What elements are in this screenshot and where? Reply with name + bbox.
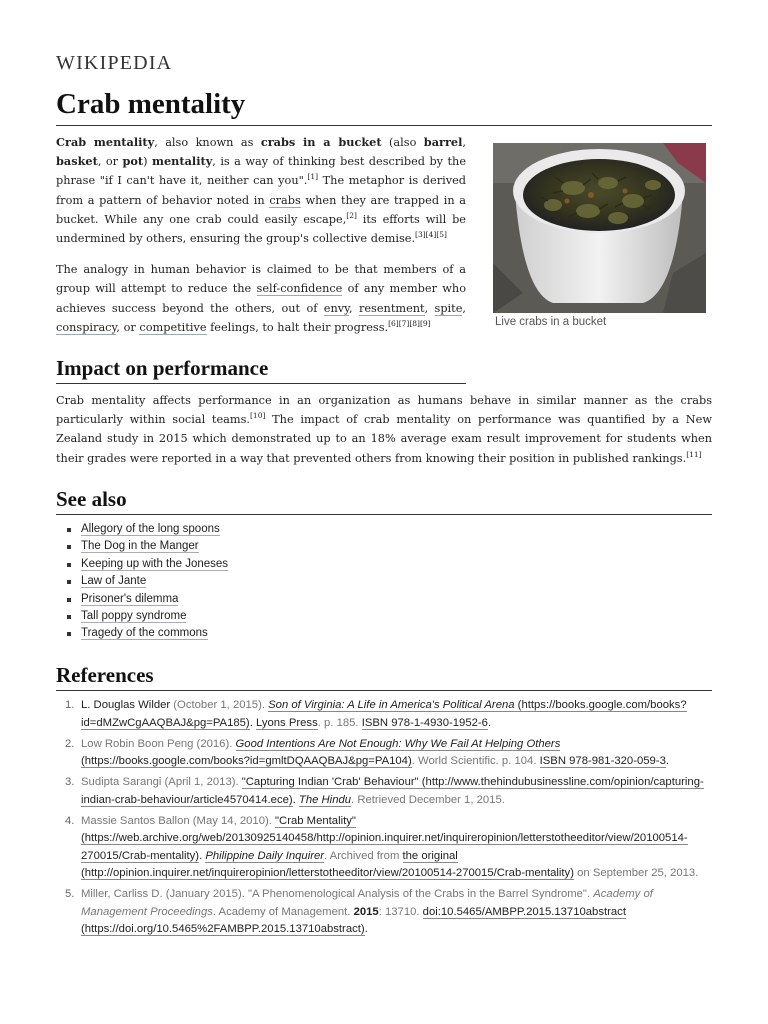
see-also-link[interactable]: Tragedy of the commons bbox=[81, 627, 208, 640]
see-also-link[interactable]: Keeping up with the Joneses bbox=[81, 557, 229, 570]
link-resentment[interactable]: resentment bbox=[358, 301, 425, 315]
ref-original-link[interactable]: the original (http://opinion.inquirer.net/inquireropinion/letterstotheeditor/view/20100514-270015/Crab-mentality) bbox=[81, 849, 574, 879]
ref-title-link[interactable]: "Crab Mentality" (https://web.archive.org/web/20130925140458/http://opinion.inquirer.net/inquireropinion/letterstotheeditor/view/20100514-270015/Crab-mentality) bbox=[81, 814, 688, 862]
list-item bbox=[56, 608, 228, 625]
section-heading-see-also: See also bbox=[56, 487, 127, 511]
isbn-link[interactable]: ISBN bbox=[539, 755, 566, 767]
ref-author: L. Douglas Wilder bbox=[81, 699, 171, 711]
wikipedia-logo[interactable]: WIKIPEDIA bbox=[56, 52, 173, 74]
list-item bbox=[56, 573, 228, 590]
text: ) bbox=[143, 155, 153, 169]
see-also-list bbox=[56, 521, 228, 643]
ref-title-link[interactable]: Good Intentions Are Not Enough: Why We Fail At Helping Others (https://books.google.com/books?id=gmltDQAAQBAJ&pg=PA104) bbox=[81, 737, 561, 767]
link-competitive[interactable]: competitive bbox=[139, 320, 207, 334]
intro-paragraph-1 bbox=[56, 133, 466, 248]
reference-number: 2. bbox=[65, 737, 75, 750]
link-conspiracy[interactable]: conspiracy bbox=[56, 320, 117, 334]
citation-link[interactable]: [6][7][8][9] bbox=[388, 319, 431, 329]
ref-work-link[interactable]: Philippine Daily Inquirer bbox=[205, 849, 325, 862]
infobox-figure bbox=[493, 143, 706, 328]
reference-number: 4. bbox=[65, 814, 75, 827]
text: when they are trapped in a bucket. While any one crab could easily escape, bbox=[56, 193, 466, 226]
text: feelings, to halt their progress. bbox=[206, 320, 389, 334]
bold-term: pot bbox=[122, 154, 144, 169]
ref-archived: . Archived from bbox=[324, 849, 403, 862]
text: , bbox=[349, 301, 359, 315]
list-item bbox=[56, 625, 228, 642]
reference-item bbox=[56, 736, 712, 771]
text: The analogy in human behavior is claimed to be that members of a group will attempt to reduce the bbox=[56, 263, 466, 296]
see-also-link[interactable]: Law of Jante bbox=[81, 575, 147, 588]
heading-divider bbox=[56, 383, 466, 384]
link-crabs[interactable]: crabs bbox=[269, 193, 301, 207]
text: . bbox=[249, 716, 256, 729]
ref-rest: on September 25, 2013. bbox=[573, 867, 699, 879]
list-item bbox=[56, 556, 228, 573]
ref-author: Miller, Carliss D. (January 2015). "A Phenomenological Analysis of the Crabs in the Barrel Syndrome". bbox=[81, 888, 594, 900]
bold-term: basket bbox=[56, 154, 98, 169]
ref-date: (October 1, 2015). bbox=[170, 699, 269, 711]
references-list bbox=[56, 697, 712, 942]
ref-work: Academy of Management Proceedings bbox=[81, 888, 653, 918]
reference-number: 3. bbox=[65, 776, 75, 788]
text: its efforts will be undermined by others, ensuring the group's collective demise. bbox=[56, 212, 466, 246]
text: (also bbox=[381, 136, 424, 149]
figure-caption: Live crabs in a bucket bbox=[495, 316, 607, 328]
intro-paragraph-2 bbox=[56, 260, 466, 337]
reference-item bbox=[56, 813, 712, 883]
ref-work-link[interactable]: The Hindu bbox=[298, 793, 352, 806]
text: , bbox=[462, 301, 466, 315]
ref-volume: 2015 bbox=[353, 905, 379, 918]
ref-title-link[interactable]: Son of Virginia: A Life in America's Political Arena (https://books.google.com/books?id=dMZwCgAAQBAJ&pg=PA185) bbox=[81, 699, 687, 729]
section-heading-references: References bbox=[56, 663, 154, 687]
ref-author: Massie Santos Ballon (May 14, 2010). bbox=[81, 814, 276, 827]
text: , or bbox=[116, 320, 140, 334]
ref-author: Low Robin Boon Peng (2016). bbox=[81, 737, 236, 750]
ref-title-link[interactable]: "Capturing Indian 'Crab' Behaviour" (http://www.thehindubusinessline.com/opinion/capturing-indian-crab-behaviour/article4570414.ece) bbox=[81, 776, 704, 806]
list-item bbox=[56, 521, 228, 538]
text: . bbox=[292, 793, 299, 806]
list-item bbox=[56, 538, 228, 555]
ref-author: Sudipta Sarangi (April 1, 2013). bbox=[81, 776, 242, 788]
section-heading-impact: Impact on performance bbox=[56, 356, 269, 380]
text: . bbox=[487, 716, 492, 729]
doi-value-link[interactable]: :10.5465/AMBPP.2015.13710abstract bbox=[437, 905, 626, 918]
text: . bbox=[199, 849, 206, 862]
ref-rest: . Retrieved December 1, 2015. bbox=[351, 793, 505, 806]
reference-item bbox=[56, 697, 712, 732]
text: The metaphor is derived from a pattern of behavior noted in bbox=[56, 174, 467, 207]
impact-paragraph bbox=[56, 391, 712, 468]
citation-link[interactable]: [10] bbox=[250, 411, 266, 421]
intro-section bbox=[56, 133, 466, 349]
reference-number: 1. bbox=[65, 699, 75, 711]
bold-term: barrel bbox=[423, 135, 463, 149]
isbn-number-link[interactable]: 978-981-320-059-3 bbox=[565, 755, 666, 767]
citation-link[interactable]: [3][4][5] bbox=[415, 230, 447, 240]
text: of any member who achieves success beyond the others, out of bbox=[56, 282, 466, 315]
crab-bucket-image[interactable] bbox=[493, 143, 706, 313]
text: , or bbox=[97, 155, 123, 169]
doi-link[interactable]: doi bbox=[422, 905, 438, 918]
ref-publisher-link[interactable]: Lyons Press bbox=[255, 716, 318, 729]
bold-term: Crab mentality bbox=[56, 135, 155, 149]
bold-term: crabs in a bucket bbox=[260, 135, 382, 149]
text: , bbox=[424, 301, 435, 315]
heading-divider bbox=[56, 690, 712, 691]
text: . bbox=[364, 923, 368, 935]
see-also-link[interactable]: Prisoner's dilemma bbox=[81, 592, 179, 605]
citation-link[interactable]: [1] bbox=[307, 172, 319, 182]
doi-url-link[interactable]: (https://doi.org/10.5465%2FAMBPP.2015.13710abstract) bbox=[81, 923, 365, 935]
text: Crab mentality affects performance in an organization as humans behave in similar manner as the crabs particularly within social teams. bbox=[56, 394, 712, 427]
link-spite[interactable]: spite bbox=[434, 301, 463, 315]
ref-page: . p. 185. bbox=[317, 716, 362, 729]
link-envy[interactable]: envy bbox=[323, 301, 350, 315]
link-self-confidence[interactable]: self-confidence bbox=[256, 282, 343, 296]
bold-term: mentality bbox=[152, 154, 213, 169]
ref-pages: : 13710. bbox=[378, 905, 423, 918]
ref-rest: . Academy of Management. bbox=[212, 905, 354, 918]
see-also-link[interactable]: The Dog in the Manger bbox=[81, 540, 199, 553]
isbn-number-link[interactable]: 978-1-4930-1952-6 bbox=[388, 716, 488, 729]
reference-item bbox=[56, 886, 712, 939]
see-also-link[interactable]: Tall poppy syndrome bbox=[81, 609, 187, 622]
heading-divider bbox=[56, 514, 712, 515]
reference-item bbox=[56, 774, 712, 809]
ref-rest: . World Scientific. p. 104. bbox=[411, 755, 540, 767]
list-item bbox=[56, 591, 228, 608]
text: , is a way of thinking best described by the phrase "if I can't have it, neither can you". bbox=[56, 155, 466, 188]
citation-link[interactable]: [2] bbox=[346, 211, 357, 221]
reference-number: 5. bbox=[65, 888, 75, 900]
page-title: Crab mentality bbox=[56, 85, 712, 126]
text: , also known as bbox=[154, 136, 261, 149]
text: , bbox=[462, 136, 466, 149]
isbn-link[interactable]: ISBN bbox=[361, 716, 389, 729]
citation-link[interactable]: [11] bbox=[686, 449, 702, 459]
see-also-link[interactable]: Allegory of the long spoons bbox=[81, 523, 220, 535]
text: The impact of crab mentality on performance was quantified by a New Zealand study in 2015 which demonstrated up to an 18% average exam result improvement for students when their grades were reported in a way that prevented others from knowing their position in published rankings. bbox=[56, 413, 713, 465]
text: . bbox=[665, 755, 669, 767]
